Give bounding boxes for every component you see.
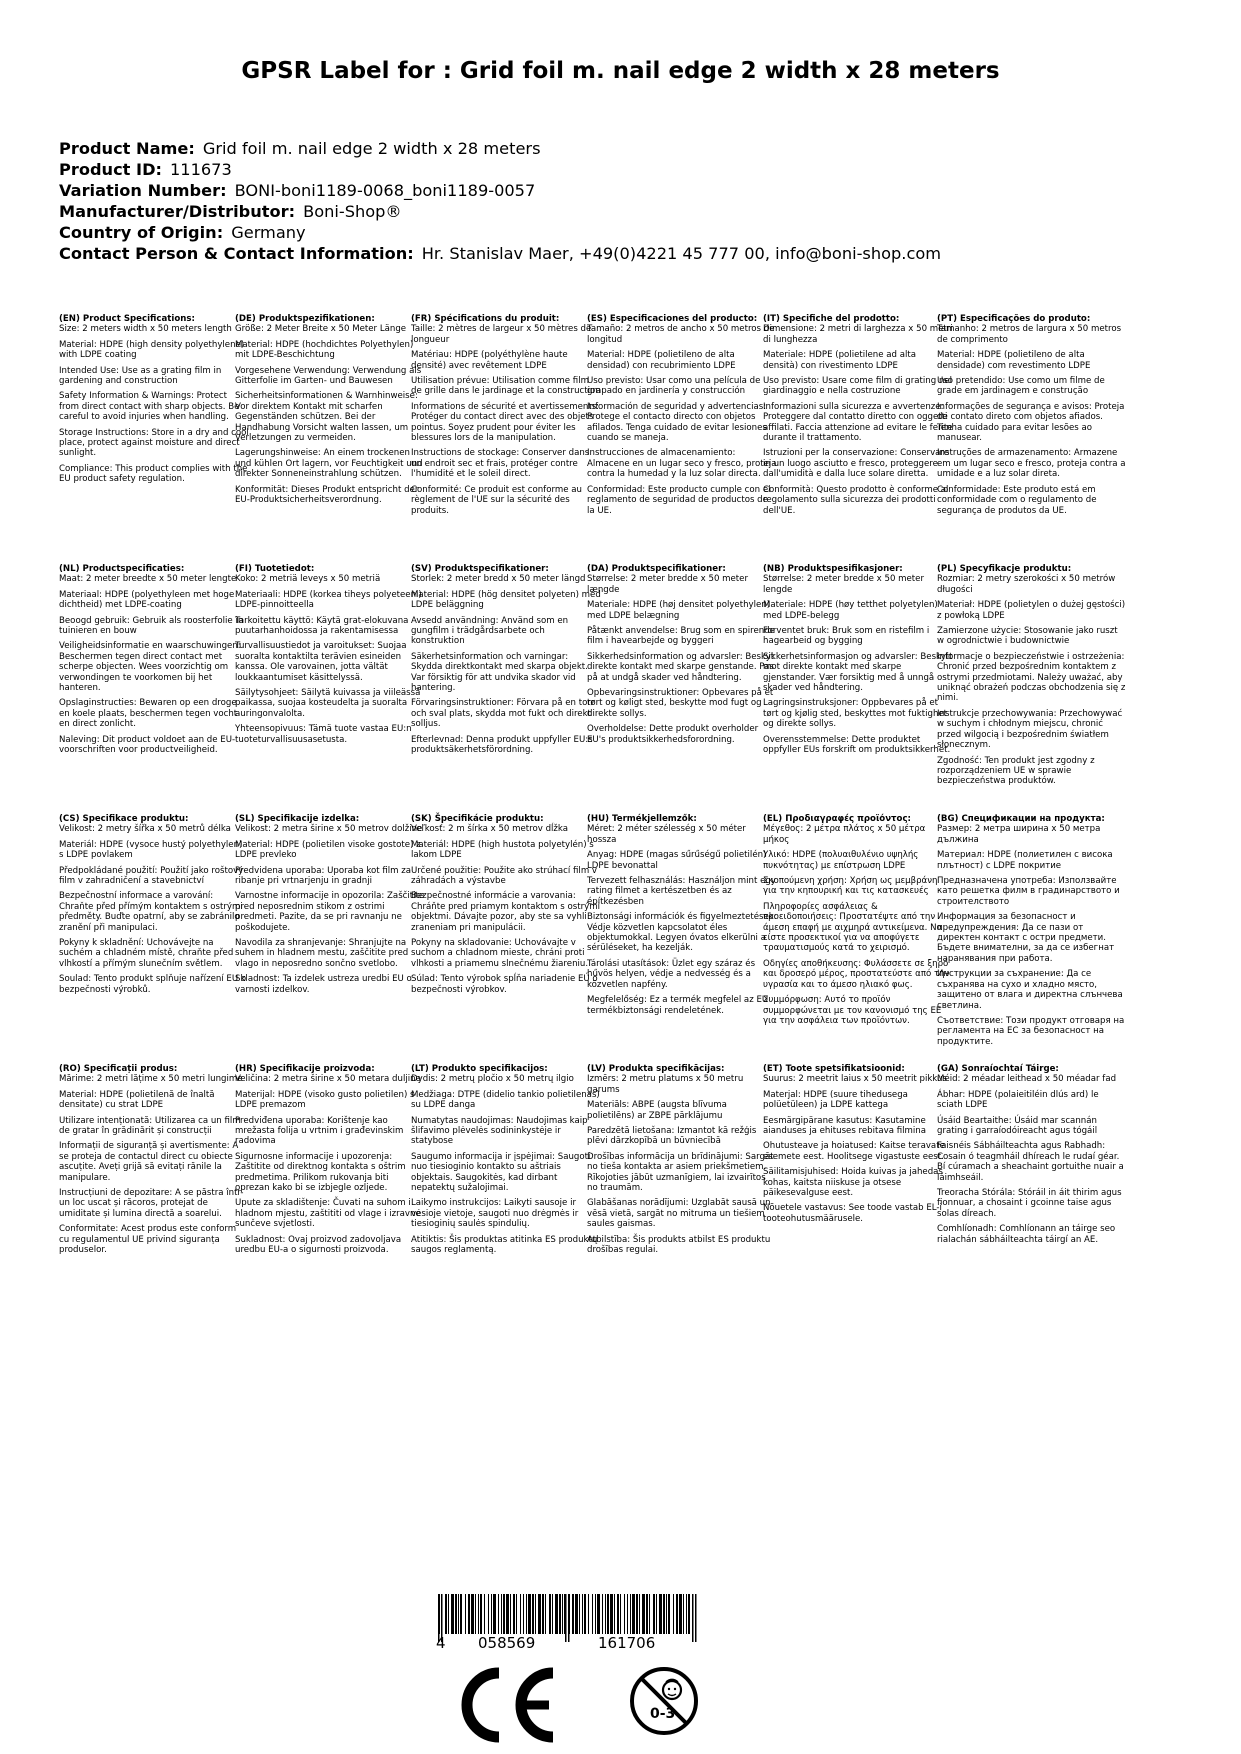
spec-paragraph: Instrucțiuni de depozitare: A se păstra într-un loc uscat și răcoros, protejat de umiditate și lumina directă a soarelui. — [59, 1188, 244, 1219]
spec-block — [59, 314, 249, 490]
age-warning-label: 0-3 — [650, 1706, 676, 1722]
spec-paragraph: Velikost: 2 metra širine x 50 metrov dolžine — [235, 824, 423, 835]
spec-paragraph: Sikkerhedsinformation og advarsler: Beskyt direkte kontakt med skarpe genstande. Pas på at undgå skader ved håndtering. — [587, 651, 775, 683]
barcode-guard-bar — [565, 1594, 567, 1642]
spec-paragraph: Πληροφορίες ασφάλειας & προειδοποιήσεις: Προστατέψτε από την άμεση επαφή με αιχμηρά αντικείμενα. Να είστε προσεκτικοί για να αποφύγετε τραυματισμούς κατά το χειρισμό. — [763, 901, 943, 954]
info-value: Hr. Stanislav Maer, +49(0)4221 45 777 00, info@boni-shop.com — [421, 244, 942, 263]
barcode-bar — [624, 1594, 625, 1634]
spec-paragraph: Turvallisuustiedot ja varoitukset: Suojaa suoralta kontaktilta terävien esineiden kanssa. Ole varovainen, jotta vältät loukkaantumiset käsittelyssä. — [235, 641, 407, 683]
spec-paragraph: Numatytas naudojimas: Naudojimas kaip šlifavimo plėvelės sodininkystėje ir statybose — [411, 1115, 588, 1147]
spec-paragraph: Materiāls: ABPE (augsta blīvuma polietilēns) ar ZBPE pārklājumu — [587, 1100, 727, 1121]
barcode-bar — [542, 1594, 544, 1634]
spec-block — [235, 314, 425, 511]
spec-paragraph: Materjal: HDPE (suure tihedusega polüetüleen) ja LDPE kattega — [763, 1089, 908, 1111]
barcode-bar — [572, 1594, 574, 1634]
spec-paragraph: Size: 2 meters width x 50 meters length — [59, 324, 232, 335]
spec-heading: (BG) Спецификации на продукта: — [937, 814, 1105, 824]
barcode-bar — [579, 1594, 580, 1634]
spec-block — [763, 814, 953, 1031]
spec-block — [937, 564, 1127, 792]
spec-paragraph: Veľkosť: 2 m šírka x 50 metrov dĺžka — [411, 824, 569, 835]
spec-block — [411, 1064, 601, 1261]
spec-heading: (LT) Produkto specifikacijos: — [411, 1064, 548, 1074]
spec-heading: (ES) Especificaciones del producto: — [587, 314, 758, 324]
spec-heading: (DA) Produktspecifikationer: — [587, 564, 726, 574]
barcode-bar — [592, 1594, 593, 1634]
spec-paragraph: Materiale: HDPE (polietilene ad alta densità) con rivestimento LDPE — [763, 350, 917, 371]
spec-block — [235, 564, 425, 750]
spec-block — [59, 564, 249, 761]
info-row — [59, 138, 941, 159]
spec-heading: (SL) Specifikacije izdelka: — [235, 814, 360, 824]
spec-paragraph: Koko: 2 metriä leveys x 50 metriä — [235, 574, 381, 585]
spec-paragraph: Lagerungshinweise: An einem trockenen und kühlen Ort lagern, vor Feuchtigkeit und direkter Sonneneinstrahlung schützen. — [235, 448, 423, 480]
spec-paragraph: Sigurnosne informacije i upozorenja: Zaštitite od direktnog kontakta s oštrim predmetima. Prilikom rukovanja biti oprezan kako bi se izbjegle ozljede. — [235, 1151, 406, 1194]
spec-paragraph: Uso pretendido: Use como um filme de grade em jardinagem e construção — [937, 376, 1105, 397]
spec-paragraph: Intended Use: Use as a grating film in gardening and construction — [59, 365, 222, 387]
barcode-bar — [555, 1594, 558, 1634]
barcode-bar — [493, 1594, 496, 1634]
spec-block — [235, 1064, 425, 1261]
spec-paragraph: Material: HDPE (polietilenă de înaltă densitate) cu strat LDPE — [59, 1089, 215, 1111]
spec-paragraph: Tárolási utasítások: Üzlet egy száraz és hűvös helyen, védje a nedvesség és a közvetlen napfény. — [587, 958, 756, 990]
spec-paragraph: Materiale: HDPE (høy tetthet polyetylen) med LDPE-belegg — [763, 600, 938, 621]
barcode-bar — [614, 1594, 615, 1634]
spec-paragraph: Saugumo informacija ir įspėjimai: Saugoti nuo tiesioginio kontakto su aštriais objektais. Saugokitės, kad dirbant nepatektų sužalojimai. — [411, 1151, 591, 1194]
info-label: Product Name: — [59, 139, 195, 158]
spec-heading: (RO) Specificații produs: — [59, 1064, 178, 1074]
spec-heading: (FR) Spécifications du produit: — [411, 314, 560, 324]
spec-paragraph: Overensstemmelse: Dette produktet oppfyller EUs forskrift om produktsikkerhet. — [763, 734, 951, 756]
spec-paragraph: Zamierzone użycie: Stosowanie jako ruszt w ogrodnictwie i budownictwie — [937, 626, 1118, 647]
spec-paragraph: Material: HDPE (high density polyethylene) with LDPE coating — [59, 339, 245, 361]
spec-paragraph: Säilitamisjuhised: Hoida kuivas ja jahedas kohas, kaitsta niiskuse ja otsese päikesevalguse eest. — [763, 1167, 943, 1199]
spec-block — [587, 1064, 777, 1261]
barcode-bar — [471, 1594, 474, 1634]
spec-paragraph: Σκοπούμενη χρήση: Χρήση ως μεμβράνη για την κηπουρική και τις κατασκευές — [763, 876, 938, 897]
barcode-bar — [605, 1594, 606, 1634]
barcode-guard-bar — [695, 1594, 697, 1642]
spec-paragraph: Material: HDPE (polietilen visoke gostote) z LDPE prevleko — [235, 839, 421, 861]
spec-heading: (HR) Specifikacije proizvoda: — [235, 1064, 375, 1074]
barcode-bar — [559, 1594, 561, 1634]
spec-paragraph: Größe: 2 Meter Breite x 50 Meter Länge — [235, 324, 407, 335]
info-label: Country of Origin: — [59, 223, 224, 242]
spec-paragraph: Информация за безопасност и предупреждения: Да се пази от директен контакт с остри предмети. Бъдете внимателни, за да се избегнат наранявания при работа. — [937, 912, 1115, 964]
spec-paragraph: Comhlíonadh: Comhlíonann an táirge seo rialachán sábháilteachta táirgí an AE. — [937, 1224, 1116, 1245]
spec-paragraph: Материал: HDPE (полиетилен с висока плътност) с LDPE покритие — [937, 850, 1113, 871]
barcode-bar — [653, 1594, 655, 1634]
spec-paragraph: Vorgesehene Verwendung: Verwendung als Gitterfolie im Garten- und Bauwesen — [235, 365, 422, 387]
spec-paragraph: Konformität: Dieses Produkt entspricht der EU-Produktsicherheitsverordnung. — [235, 484, 419, 506]
spec-paragraph: Materiale: HDPE (høj densitet polyethylen) med LDPE belægning — [587, 600, 771, 621]
spec-paragraph: Určené použitie: Použite ako strúhací film v záhradách a výstavbe — [411, 865, 598, 887]
spec-paragraph: Instruções de armazenamento: Armazene em um lugar seco e fresco, proteja contra a umidade e a luz solar direta. — [937, 448, 1126, 480]
barcode-bar — [582, 1594, 583, 1634]
spec-paragraph: Forventet bruk: Bruk som en ristefilm i hagearbeid og bygging — [763, 626, 930, 647]
spec-paragraph: Instrucciones de almacenamiento: Almacene en un lugar seco y fresco, proteja contra la humedad y la luz solar directa. — [587, 448, 777, 480]
spec-paragraph: Drošības informācija un brīdinājumi: Sargāt no tieša kontakta ar asiem priekšmetiem. Rīkojoties jābūt uzmanīgiem, lai izvairītos no traumām. — [587, 1151, 774, 1194]
barcode-bar — [510, 1594, 511, 1634]
barcode-bar — [552, 1594, 553, 1634]
spec-paragraph: Soulad: Tento produkt splňuje nařízení EU o bezpečnosti výrobků. — [59, 974, 247, 995]
no-children-under-3-icon — [628, 1663, 700, 1743]
barcode-bar — [562, 1594, 563, 1634]
spec-paragraph: Storlek: 2 meter bredd x 50 meter längd — [411, 574, 586, 585]
barcode-bar — [484, 1594, 485, 1634]
barcode-bar — [588, 1594, 589, 1634]
barcode-bar — [526, 1594, 527, 1634]
spec-paragraph: Informazioni sulla sicurezza e avvertenze: Proteggere dal contatto diretto con oggetti affilati. Faccia attenzione ad evitare le ferite durante il trattamento. — [763, 401, 953, 444]
spec-paragraph: Yhteensopivuus: Tämä tuote vastaa EU:n tuoteturvallisuusasetusta. — [235, 724, 412, 745]
spec-paragraph: Eesmärgipärane kasutus: Kasutamine aianduses ja ehituses rebitava filmina — [763, 1115, 927, 1137]
spec-block — [587, 564, 777, 750]
spec-paragraph: Størrelse: 2 meter bredde x 50 meter lengde — [763, 574, 925, 595]
info-row — [59, 243, 941, 264]
spec-paragraph: Material: HDPE (hög densitet polyeten) med LDPE beläggning — [411, 589, 601, 611]
barcode-bar — [627, 1594, 628, 1634]
barcode-bar — [503, 1594, 505, 1634]
spec-block — [235, 814, 425, 1000]
spec-paragraph: Veiligheidsinformatie en waarschuwingen: Beschermen tegen direct contact met scherpe objecten. Wees voorzichtig om verwondingen te voorkomen bij het hanteren. — [59, 641, 241, 694]
spec-paragraph: Tamaño: 2 metros de ancho x 50 metros de longitud — [587, 324, 775, 345]
barcode-bar — [575, 1594, 578, 1634]
spec-block — [763, 1064, 953, 1229]
spec-heading: (FI) Tuotetiedot: — [235, 564, 315, 574]
spec-heading: (EL) Προδιαγραφές προϊόντος: — [763, 814, 911, 824]
spec-block — [763, 314, 953, 521]
spec-paragraph: Anyag: HDPE (magas sűrűségű polietilén) LDPE bevonattal — [587, 850, 767, 871]
spec-paragraph: Uso previsto: Usar como una película de grapado en jardinería y construcción — [587, 376, 761, 397]
barcode-bar — [649, 1594, 650, 1634]
spec-paragraph: Treoracha Stórála: Stóráil in áit thirim agus fionnuar, a chosaint i gcoinne taise agus solas díreach. — [937, 1188, 1122, 1219]
barcode-bar — [642, 1594, 645, 1634]
barcode-bar — [488, 1594, 489, 1634]
spec-heading: (DE) Produktspezifikationen: — [235, 314, 375, 324]
barcode-bar — [498, 1594, 499, 1634]
spec-paragraph: Material: HDPE (polietileno de alta densidade) com revestimento LDPE — [937, 350, 1091, 371]
barcode-bar — [501, 1594, 502, 1634]
spec-paragraph: Bezpečnostné informácie a varovania: Chráňte pred priamym kontaktom s ostrými objektmi. Dávajte pozor, aby ste sa vyhli zraneniam pri manipulácii. — [411, 891, 600, 933]
spec-paragraph: Conformité: Ce produit est conforme au règlement de l'UE sur la sécurité des produits. — [411, 484, 582, 516]
barcode-bar — [455, 1594, 457, 1634]
spec-paragraph: Faisnéis Sábháilteachta agus Rabhadh: Cosain ó teagmháil dhíreach le rudaí géar. Bí cúramach a sheachaint gortuithe nuair a láimhseáil. — [937, 1141, 1124, 1183]
barcode-bar — [475, 1594, 476, 1634]
spec-block — [587, 814, 777, 1021]
barcode-bar — [602, 1594, 603, 1634]
spec-block — [411, 564, 601, 761]
spec-paragraph: Safety Information & Warnings: Protect from direct contact with sharp objects. Be careful to avoid injuries when handling. — [59, 391, 240, 423]
spec-block — [59, 814, 249, 1000]
spec-paragraph: Påtænkt anvendelse: Brug som en spirende film i havearbejde og byggeri — [587, 626, 775, 647]
spec-paragraph: Pokyny k skladnění: Uchovávejte na suchém a chladném místě, chraňte před vlhkostí a přímým slunečním světlem. — [59, 938, 234, 969]
spec-paragraph: Maat: 2 meter breedte x 50 meter lengte — [59, 574, 237, 585]
spec-block — [411, 814, 601, 1000]
spec-paragraph: Dimensione: 2 metri di larghezza x 50 metri di lunghezza — [763, 324, 953, 345]
barcode-bar — [659, 1594, 662, 1634]
barcode-bar — [451, 1594, 454, 1634]
spec-paragraph: Información de seguridad y advertencias: Protege el contacto directo con objetos afilados. Tenga cuidado de evitar lesiones cuando se maneja. — [587, 401, 767, 444]
barcode-guard-bar — [568, 1594, 570, 1642]
barcode-bar — [646, 1594, 648, 1634]
spec-paragraph: Laikymo instrukcijos: Laikyti sausoje ir vėsioje vietoje, saugoti nuo drėgmės ir tiesioginių saulės spindulių. — [411, 1198, 579, 1230]
spec-paragraph: Biztonsági információk és figyelmeztetések: Védje közvetlen kapcsolatot éles objektumokkal. Legyen óvatos elkerülni a sérüléseket, ha kezelják. — [587, 912, 777, 954]
spec-paragraph: Informações de segurança e avisos: Proteja de contato direto com objetos afiados. Tenha cuidado para evitar lesões ao manusear. — [937, 401, 1125, 444]
info-row — [59, 180, 941, 201]
info-label: Variation Number: — [59, 181, 227, 200]
spec-paragraph: Paredzētā lietošana: Izmantot kā režģis plēvi dārzkopībā un būvniecībā — [587, 1126, 757, 1147]
spec-paragraph: Tarkoitettu käyttö: Käytä grat-elokuvana puutarhanhoidossa ja rakentamisessa — [235, 615, 409, 637]
spec-paragraph: Sikkerhetsinformasjon og advarsler: Beskytt mot direkte kontakt med skarpe gjenstander. Vær forsiktig med å unngå skader ved håndtering. — [763, 651, 953, 694]
barcode-bar — [663, 1594, 665, 1634]
spec-paragraph: Conformidade: Este produto está em conformidade com o regulamento de segurança de produtos da UE. — [937, 484, 1097, 516]
product-info — [59, 138, 941, 264]
barcode-bar — [673, 1594, 674, 1634]
spec-paragraph: Materiał: HDPE (polietylen o dużej gęstości) z powłoką LDPE — [937, 600, 1126, 621]
spec-block — [937, 814, 1127, 1052]
spec-block — [411, 314, 601, 521]
spec-paragraph: Materiaali: HDPE (korkea tiheys polyeteeni) LDPE-pinnoitteella — [235, 589, 422, 611]
barcode-bar — [516, 1594, 517, 1634]
spec-paragraph: Navodila za shranjevanje: Shranjujte na suhem in hladnem mestu, zaščitite pred vlago in neposredno sončno svetlobo. — [235, 938, 409, 969]
spec-paragraph: Ohutusteave ja hoiatused: Kaitse teravate esemete eest. Hoolitsege vigastuste eest. — [763, 1141, 945, 1162]
barcode-bar — [630, 1594, 631, 1634]
barcode-bar — [478, 1594, 479, 1634]
barcode-bar — [686, 1594, 687, 1634]
barcode-bar — [656, 1594, 657, 1634]
barcode-bar — [532, 1594, 534, 1634]
spec-paragraph: Atbilstība: Šis produkts atbilst ES produktu drošības regulai. — [587, 1234, 771, 1256]
spec-paragraph: Taille: 2 mètres de largeur x 50 mètres de longueur — [411, 324, 592, 345]
barcode-bar — [597, 1594, 600, 1634]
spec-paragraph: Glabāšanas norādījumi: Uzglabāt sausā un vēsā vietā, sargāt no mitruma un tiešiem saules gaismas. — [587, 1198, 771, 1230]
spec-paragraph: Utilizare intenționată: Utilizarea ca un film de gratar în grădinărit și construcții — [59, 1115, 241, 1137]
info-value: Germany — [231, 223, 306, 242]
info-value: BONI-boni1189-0068_boni1189-0057 — [234, 181, 536, 200]
barcode-bar — [506, 1594, 509, 1634]
barcode-bar — [523, 1594, 524, 1634]
spec-paragraph: Sicherheitsinformationen & Warnhinweise: Vor direktem Kontakt mit scharfen Gegenständen schützen. Bei der Handhabung Vorsicht walten lassen, um Verletzungen zu vermeiden. — [235, 391, 418, 444]
info-row — [59, 201, 941, 222]
barcode-bar — [668, 1594, 670, 1634]
spec-paragraph: Istruzioni per la conservazione: Conservare in un luogo asciutto e fresco, proteggere dall'umidità e dalla luce solare diretta. — [763, 448, 950, 480]
spec-paragraph: Opslaginstructies: Bewaren op een droge en koele plaats, beschermen tegen vocht en direct zonlicht. — [59, 698, 238, 730]
spec-paragraph: Velikost: 2 metry šířka x 50 metrů délka — [59, 824, 231, 835]
spec-block — [59, 1064, 249, 1261]
spec-block — [587, 314, 777, 521]
spec-paragraph: Atitiktis: Šis produktas atitinka ES produktų saugos reglamentą. — [411, 1234, 598, 1256]
barcode-bar — [545, 1594, 546, 1634]
spec-paragraph: Tamanho: 2 metros de largura x 50 metros de comprimento — [937, 324, 1122, 345]
barcode-bar — [460, 1594, 462, 1634]
spec-paragraph: Lagringsinstruksjoner: Oppbevares på et tørt og kjølig sted, beskyttes mot fuktighet og direkte sollys. — [763, 698, 948, 730]
spec-paragraph: Beoogd gebruik: Gebruik als roosterfolie in tuinieren en bouw — [59, 615, 244, 637]
barcode-bar — [620, 1594, 621, 1634]
spec-paragraph: Materiál: HDPE (high hustota polyetylén) s lakom LDPE — [411, 839, 594, 861]
spec-heading: (LV) Produkta specifikācijas: — [587, 1064, 725, 1074]
spec-paragraph: Materijal: HDPE (visoko gusto polietilen) s LDPE premazom — [235, 1089, 415, 1111]
barcode-bar — [458, 1594, 459, 1634]
spec-paragraph: Overholdelse: Dette produkt overholder EU's produktsikkerhedsforordning. — [587, 724, 759, 745]
spec-paragraph: Zgodność: Ten produkt jest zgodny z rozporządzeniem UE w sprawie bezpieczeństwa produktów. — [937, 755, 1095, 787]
spec-paragraph: Materiál: HDPE (vysoce hustý polyethylen) s LDPE povlakem — [59, 839, 243, 861]
spec-paragraph: Matériau: HDPE (polyéthylène haute densité) avec revêtement LDPE — [411, 350, 568, 371]
barcode-bar — [549, 1594, 551, 1634]
spec-paragraph: Material: HDPE (hochdichtes Polyethylen) mit LDPE-Beschichtung — [235, 339, 414, 361]
barcode-digits-left: 058569 — [478, 1634, 536, 1652]
spec-paragraph: Συμμόρφωση: Αυτό το προϊόν συμμορφώνεται με τον κανονισμό της ΕΕ για την ασφάλεια των προϊόντων. — [763, 995, 942, 1026]
spec-paragraph: Sukladnost: Ovaj proizvod zadovoljava uredbu EU-a o sigurnosti proizvoda. — [235, 1234, 402, 1256]
barcode-bar — [468, 1594, 470, 1634]
spec-paragraph: Storage Instructions: Store in a dry and cool place, protect against moisture and direct sunlight. — [59, 427, 249, 459]
spec-paragraph: Instructions de stockage: Conserver dans un endroit sec et frais, protéger contre l'humidité et le soleil direct. — [411, 448, 590, 480]
spec-paragraph: Förvaringsinstruktioner: Förvara på en torr och sval plats, skydda mot fukt och direkt solljus. — [411, 698, 595, 730]
spec-paragraph: Súlad: Tento výrobok spĺňa nariadenie EÚ o bezpečnosti výrobkov. — [411, 974, 598, 995]
spec-paragraph: Nõuetele vastavus: See toode vastab EL-i tooteohutusmäärusele. — [763, 1203, 942, 1224]
spec-paragraph: Ábhar: HDPE (polaieitiléin dlús ard) le sciath LDPE — [937, 1089, 1099, 1111]
spec-paragraph: Skladnost: Ta izdelek ustreza uredbi EU o varnosti izdelkov. — [235, 974, 412, 995]
info-label: Product ID: — [59, 160, 162, 179]
info-value: Boni-Shop® — [303, 202, 402, 221]
barcode-bar — [607, 1594, 609, 1634]
spec-paragraph: Bezpečnostní informace a varování: Chraňte před přímým kontaktem s ostrými předměty. Buďte opatrní, aby se zabránilo zranění při manipulaci. — [59, 891, 243, 933]
spec-paragraph: Avsedd användning: Använd som en gungfilm i trädgårdsarbete och konstruktion — [411, 615, 569, 647]
spec-paragraph: Instrukcje przechowywania: Przechowywać w suchym i chłodnym miejscu, chronić przed wilgocią i bezpośrednim światłem słonecznym. — [937, 708, 1123, 751]
spec-paragraph: Informations de sécurité et avertissements: Protéger du contact direct avec des objets pointus. Soyez prudent pour éviter les blessures lors de la manipulation. — [411, 401, 600, 444]
barcode-bar — [445, 1594, 447, 1634]
barcode-bar — [535, 1594, 536, 1634]
spec-paragraph: Предназначена употреба: Използвайте като решетка филм в градинарството и строителството — [937, 876, 1120, 907]
spec-paragraph: Materiaal: HDPE (polyethyleen met hoge dichtheid) met LDPE-coating — [59, 589, 235, 611]
spec-heading: (ET) Toote spetsifikatsioonid: — [763, 1064, 905, 1074]
spec-paragraph: Megfelelőség: Ez a termék megfelel az EU termékbiztonsági rendeletének. — [587, 995, 769, 1016]
spec-paragraph: Съответствие: Този продукт отговаря на регламента на ЕС за безопасност на продуктите. — [937, 1015, 1125, 1047]
info-row — [59, 222, 941, 243]
spec-heading: (PT) Especificações do produto: — [937, 314, 1091, 324]
spec-paragraph: Material: HDPE (polietileno de alta densidad) con recubrimiento LDPE — [587, 350, 736, 371]
barcode-bar — [679, 1594, 682, 1634]
spec-paragraph: Informacje o bezpieczeństwie i ostrzeżenia: Chronić przed bezpośrednim kontaktem z ostrymi przedmiotami. Należy uważać, aby uniknąć obrażeń podczas obchodzenia się z nimi. — [937, 651, 1126, 704]
barcode-bar — [538, 1594, 541, 1634]
barcode-bar — [688, 1594, 690, 1634]
barcode — [438, 1594, 698, 1654]
info-label: Contact Person & Contact Information: — [59, 244, 414, 263]
barcode-bar — [480, 1594, 482, 1634]
spec-heading: (IT) Specifiche del prodotto: — [763, 314, 900, 324]
spec-paragraph: Pokyny na skladovanie: Uchovávajte v suchom a chladnom mieste, chráni proti vlhkosti a priamemu slnečnému žiareniu. — [411, 938, 589, 969]
info-label: Manufacturer/Distributor: — [59, 202, 296, 221]
spec-paragraph: Conformidad: Este producto cumple con el reglamento de seguridad de productos de la UE. — [587, 484, 771, 516]
spec-heading: (PL) Specyfikacje produktu: — [937, 564, 1072, 574]
spec-paragraph: Upute za skladištenje: Čuvati na suhom i hladnom mjestu, zaštititi od vlage i izravne sunčeve svjetlosti. — [235, 1198, 421, 1230]
spec-heading: (GA) Sonraíochtaí Táirge: — [937, 1064, 1059, 1074]
spec-heading: (NL) Productspecificaties: — [59, 564, 185, 574]
spec-heading: (HU) Termékjellemzők: — [587, 814, 697, 824]
spec-paragraph: Οδηγίες αποθήκευσης: Φυλάσσετε σε ξηρό και δροσερό μέρος, προστατεύστε από την υγρασία και το άμεσο ηλιακό φως. — [763, 958, 950, 990]
spec-paragraph: Veličina: 2 metra širine x 50 metara duljine — [235, 1074, 421, 1085]
spec-paragraph: Méid: 2 méadar leithead x 50 méadar fad — [937, 1074, 1117, 1085]
barcode-bar — [610, 1594, 613, 1634]
spec-paragraph: Størrelse: 2 meter bredde x 50 meter længde — [587, 574, 749, 595]
info-value: Grid foil m. nail edge 2 width x 28 meters — [202, 139, 541, 158]
spec-paragraph: Utilisation prévue: Utilisation comme film de grille dans le jardinage et la construction — [411, 376, 601, 397]
info-value: 111673 — [169, 160, 232, 179]
spec-paragraph: Conformitate: Acest produs este conform cu regulamentul UE privind siguranța produselor. — [59, 1224, 237, 1256]
barcode-bar — [520, 1594, 521, 1634]
spec-paragraph: Mărime: 2 metri lățime x 50 metri lungime — [59, 1074, 243, 1085]
spec-paragraph: Informații de siguranță și avertismente: A se proteja de contactul direct cu obiecte ascuțite. Aveți grijă să evitați rănile la manipulare. — [59, 1141, 239, 1183]
spec-paragraph: Conformità: Questo prodotto è conforme al regolamento sulla sicurezza dei prodotti dell'UE. — [763, 484, 949, 516]
spec-heading: (EN) Product Specifications: — [59, 314, 195, 324]
barcode-bar — [528, 1594, 531, 1634]
barcode-guard-bar — [692, 1594, 694, 1642]
spec-heading: (SK) Špecifikácie produktu: — [411, 814, 544, 824]
spec-paragraph: Säilytysohjeet: Säilytä kuivassa ja viileässä paikassa, suojaa kosteudelta ja suoralta auringonvalolta. — [235, 688, 421, 719]
barcode-bar — [584, 1594, 586, 1634]
spec-paragraph: Μέγεθος: 2 μέτρα πλάτος x 50 μέτρα μήκος — [763, 824, 926, 845]
spec-heading: (CS) Specifikace produktu: — [59, 814, 189, 824]
spec-block — [937, 314, 1127, 521]
spec-paragraph: Predviđena uporaba: Korištenje kao mrežasta folija u vrtnim i građevinskim radovima — [235, 1115, 404, 1147]
spec-paragraph: Uso previsto: Usare come film di grating nel giardinaggio e nella costruzione — [763, 376, 953, 397]
spec-paragraph: Medžiaga: DTPE (didelio tankio polietilenas) su LDPE danga — [411, 1089, 600, 1111]
spec-paragraph: Rozmiar: 2 metry szerokości x 50 metrów długości — [937, 574, 1116, 595]
spec-paragraph: Méret: 2 méter szélesség x 50 méter hossza — [587, 824, 746, 845]
barcode-digits-right: 161706 — [598, 1634, 656, 1652]
spec-paragraph: Suurus: 2 meetrit laius x 50 meetrit pikkus — [763, 1074, 947, 1085]
page-title: GPSR Label for : Grid foil m. nail edge 2 width x 28 meters — [241, 58, 1000, 84]
spec-paragraph: Izmērs: 2 metru platums x 50 metru garums — [587, 1074, 744, 1095]
spec-block — [937, 1064, 1127, 1250]
barcode-bar — [448, 1594, 449, 1634]
barcode-digit-first: 4 — [436, 1634, 446, 1652]
spec-paragraph: Predvidena uporaba: Uporaba kot film za ribanje pri vrtnarjenju in gradnji — [235, 865, 412, 887]
spec-heading: (NB) Produktspesifikasjoner: — [763, 564, 903, 574]
info-row — [59, 159, 941, 180]
barcode-bar — [639, 1594, 640, 1634]
spec-paragraph: Dydis: 2 metrų pločio x 50 metrų ilgio — [411, 1074, 574, 1085]
spec-paragraph: Инструкции за съхранение: Да се съхранява на сухо и хладно място, защитено от влага и директна слънчева светлина. — [937, 969, 1123, 1011]
spec-paragraph: Úsáid Beartaithe: Úsáid mar scannán grating i garraíodóireacht agus tógáil — [937, 1115, 1098, 1137]
barcode-bar — [636, 1594, 638, 1634]
barcode-bar — [683, 1594, 684, 1634]
spec-paragraph: Compliance: This product complies with the EU product safety regulation. — [59, 463, 248, 485]
barcode-bar — [666, 1594, 667, 1634]
barcode-bars — [438, 1594, 698, 1644]
spec-paragraph: Opbevaringsinstruktioner: Opbevares på et tørt og køligt sted, beskytte mod fugt og direkte sollys. — [587, 688, 774, 719]
spec-paragraph: Размер: 2 метра ширина x 50 метра дължина — [937, 824, 1101, 845]
spec-paragraph: Předpokládané použití: Použití jako roštový film v zahradničení a stavebnictví — [59, 865, 244, 887]
barcode-bar — [491, 1594, 492, 1634]
barcode-bar — [676, 1594, 678, 1634]
barcode-bar — [595, 1594, 596, 1634]
ce-mark-icon — [455, 1665, 557, 1749]
spec-paragraph: Varnostne informacije in opozorila: Zaščitite pred neposrednim stikom z ostrimi predmeti. Pazite, da se pri ravnanju ne poškodujete. — [235, 891, 425, 933]
barcode-bar — [617, 1594, 619, 1634]
barcode-bar — [465, 1594, 466, 1634]
spec-paragraph: Säkerhetsinformation och varningar: Skydda direktkontakt med skarpa objekt. Var försiktig för att undvika skador vid hantering. — [411, 651, 588, 694]
spec-block — [763, 564, 953, 761]
spec-heading: (SV) Produktspecifikationer: — [411, 564, 549, 574]
barcode-bar — [513, 1594, 515, 1634]
spec-paragraph: Υλικό: HDPE (πολυαιθυλένιο υψηλής πυκνότητας) με επίστρωση LDPE — [763, 850, 919, 871]
spec-paragraph: Naleving: Dit product voldoet aan de EU-voorschriften voor productveiligheid. — [59, 734, 236, 756]
barcode-bar — [632, 1594, 635, 1634]
spec-paragraph: Efterlevnad: Denna produkt uppfyller EU:s produktsäkerhetsförordning. — [411, 734, 593, 756]
spec-paragraph: Tervezett felhasználás: Használjon mint egy rating filmet a kertészetben és az építkezésben — [587, 876, 776, 907]
